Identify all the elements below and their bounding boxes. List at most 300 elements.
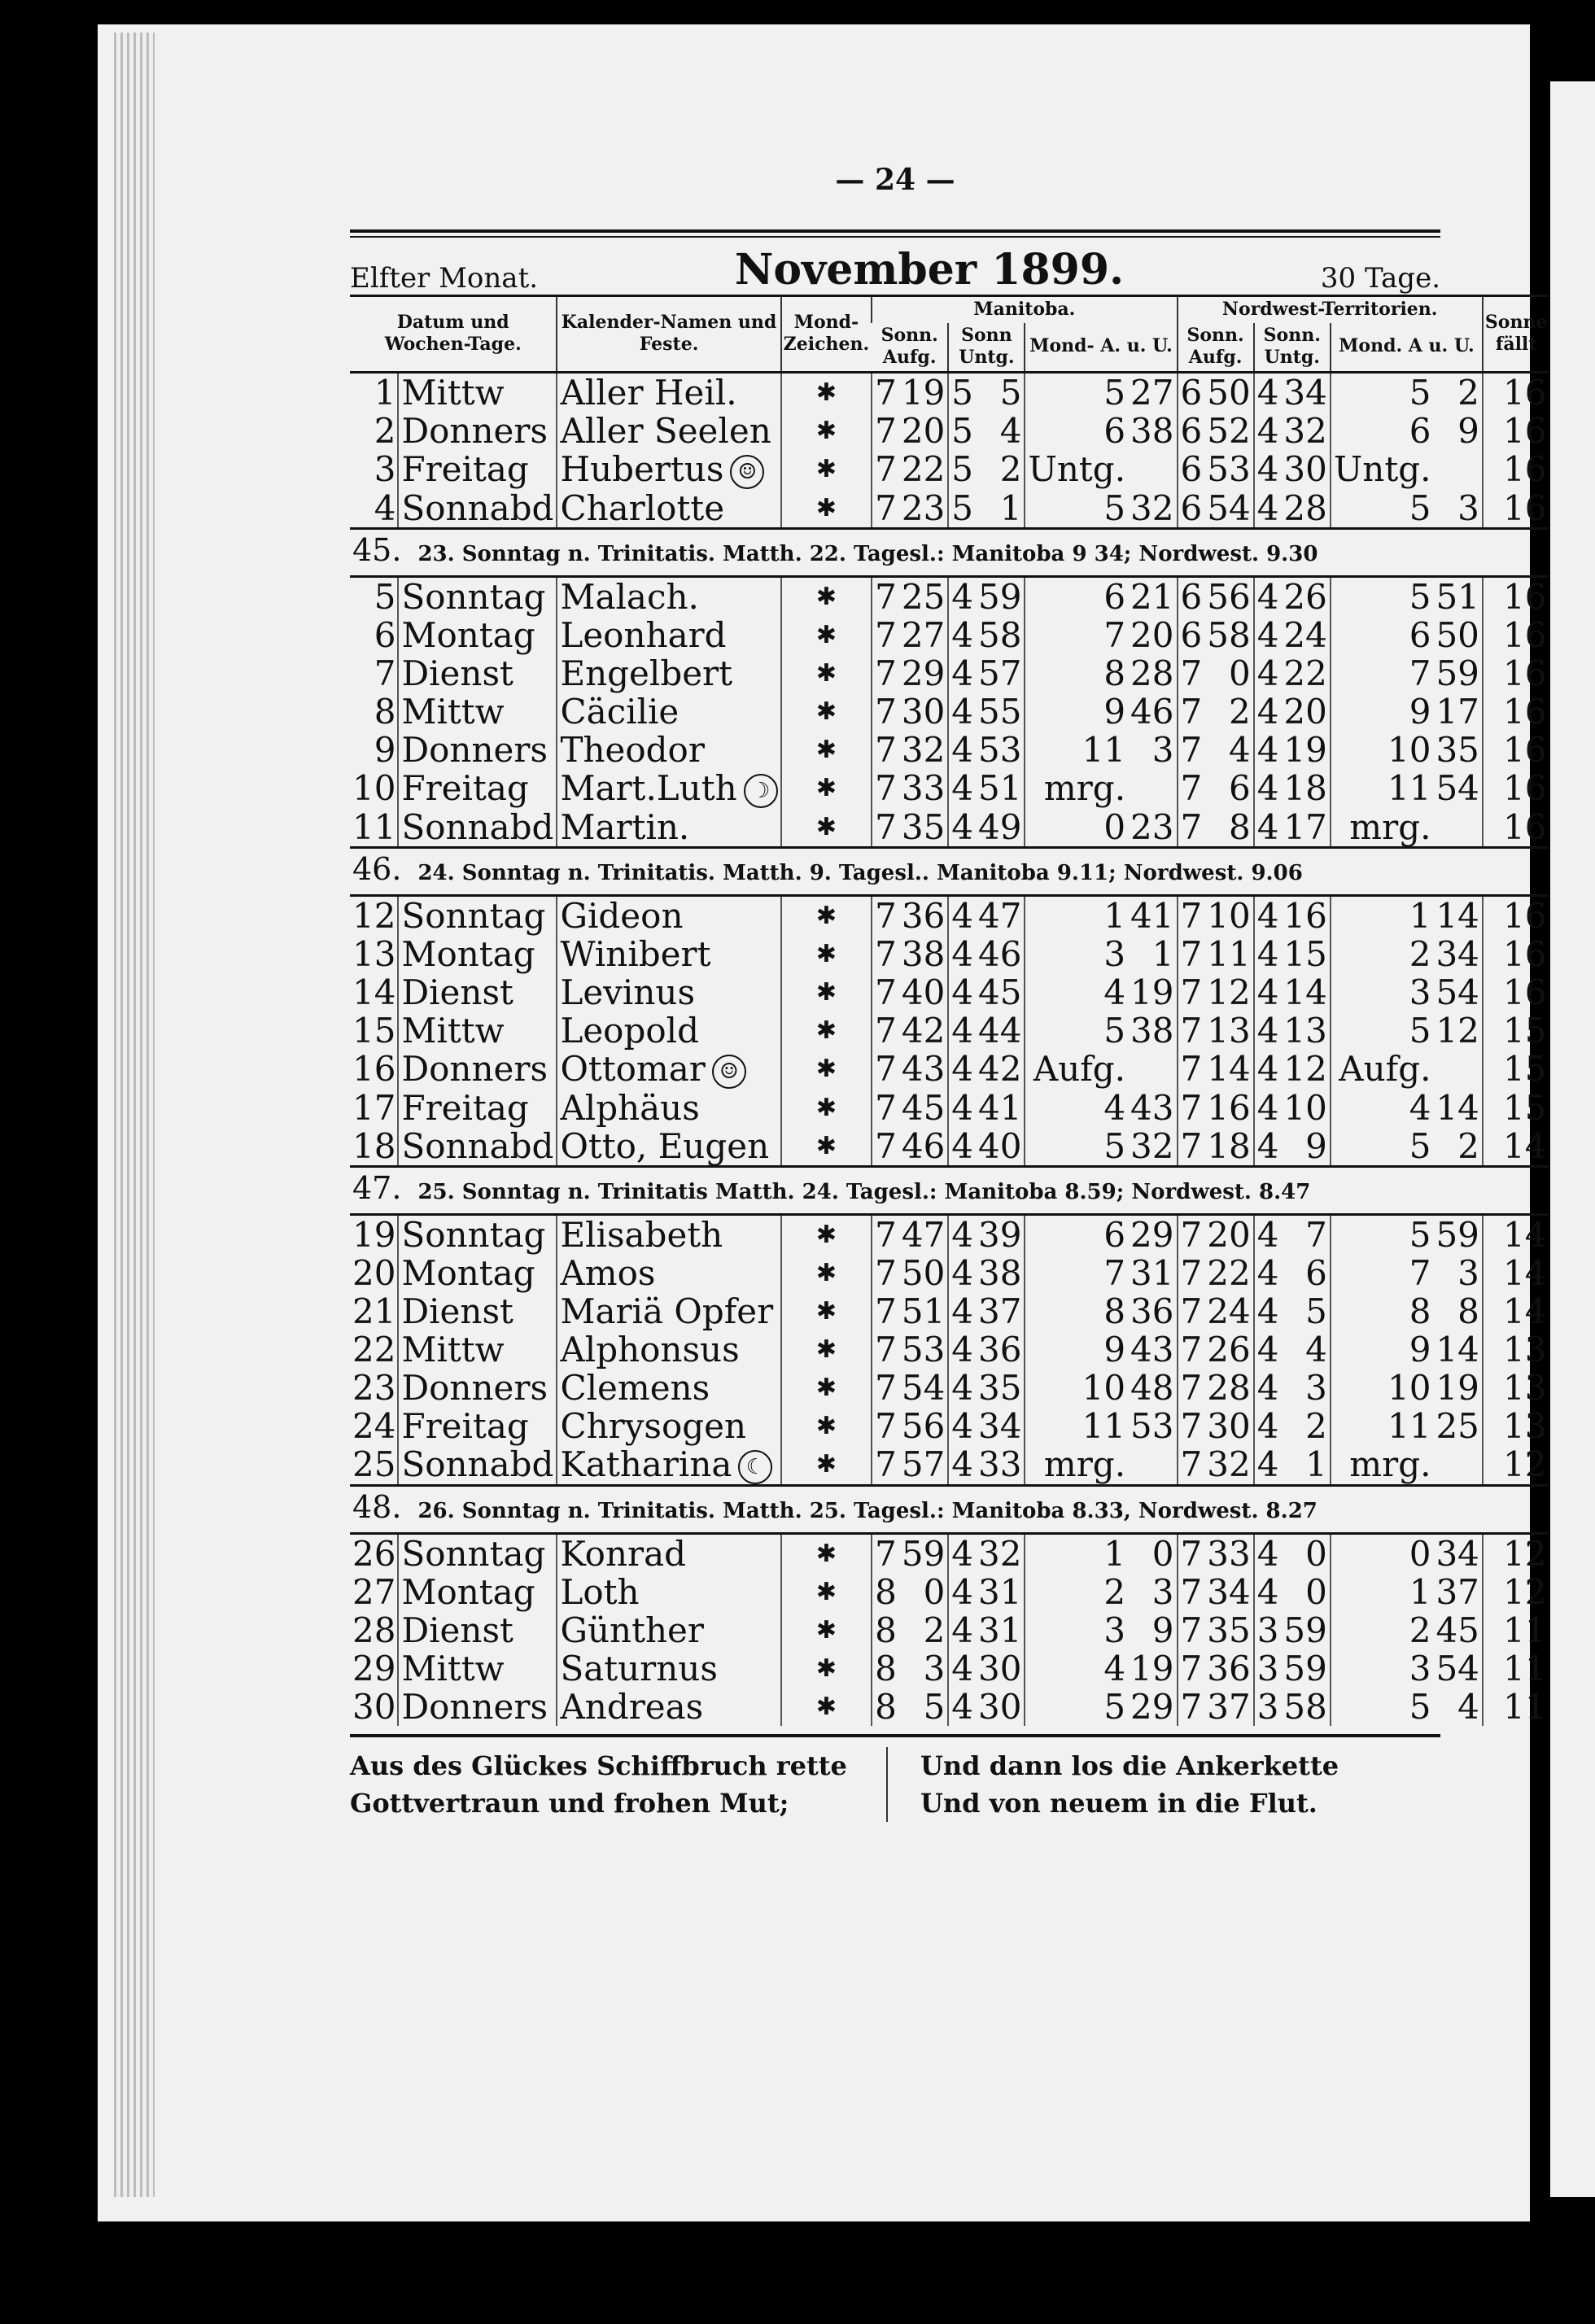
time-cell: 46 bbox=[901, 1125, 946, 1166]
feast-name bbox=[557, 1445, 780, 1486]
time-cell: 4 bbox=[1254, 616, 1282, 654]
day-number: 30 bbox=[352, 1686, 396, 1727]
day-number: 29 bbox=[352, 1648, 396, 1688]
time-cell: 22 bbox=[901, 449, 946, 489]
time-cell: 58 bbox=[1283, 1686, 1327, 1727]
calendar-content bbox=[350, 163, 1548, 1822]
time-cell: 34 bbox=[1283, 372, 1327, 413]
week-number: 46. bbox=[352, 850, 402, 887]
time-cell: 0 bbox=[1305, 1533, 1327, 1574]
time-cell: 4 bbox=[1331, 1089, 1434, 1127]
time-cell: 0 bbox=[1151, 1533, 1174, 1574]
time-cell: 13 bbox=[1483, 1407, 1549, 1445]
feast-name-text: Günther bbox=[560, 1610, 704, 1650]
time-cell: 22 bbox=[1207, 1252, 1251, 1293]
zodiac-sign-icon: ✱ bbox=[781, 895, 872, 935]
time-cell: 15 bbox=[1483, 1089, 1549, 1127]
time-cell: 50 bbox=[901, 1252, 946, 1293]
time-cell: 7 bbox=[872, 489, 899, 529]
time-cell: 14 bbox=[1483, 1127, 1549, 1167]
time-cell: 4 bbox=[1254, 1214, 1282, 1254]
time-cell: 20 bbox=[1130, 614, 1174, 655]
time-cell: 7 bbox=[872, 1445, 899, 1486]
feast-name bbox=[557, 489, 780, 529]
time-cell: 8 bbox=[872, 1688, 899, 1726]
zodiac-sign-icon: ✱ bbox=[781, 731, 872, 769]
day-row bbox=[350, 1214, 1549, 1254]
time-cell: 14 bbox=[1436, 1087, 1479, 1128]
time-cell: 56 bbox=[901, 1405, 946, 1446]
time-cell: 4 bbox=[1254, 935, 1282, 973]
time-cell: 6 bbox=[1331, 412, 1434, 450]
col-sunrise-nw: Sonn. Aufg. bbox=[1178, 323, 1254, 373]
time-cell: 5 bbox=[948, 412, 976, 450]
time-cell: 32 bbox=[1207, 1444, 1251, 1484]
time-cell: 39 bbox=[978, 1214, 1022, 1255]
time-cell: 37 bbox=[978, 1291, 1022, 1331]
page-number: — 24 — bbox=[835, 163, 955, 197]
day-number: 12 bbox=[352, 895, 396, 936]
weekday: Freitag bbox=[398, 1407, 557, 1445]
zodiac-sign-icon: ✱ bbox=[781, 576, 872, 616]
calendar-rows bbox=[350, 372, 1549, 1726]
time-cell: 7 bbox=[872, 1254, 899, 1292]
time-cell: 16 bbox=[1483, 769, 1549, 808]
time-cell: 4 bbox=[1254, 1050, 1282, 1089]
time-cell: 12 bbox=[1483, 1445, 1549, 1486]
time-cell: 4 bbox=[1254, 808, 1282, 848]
time-cell: 4 bbox=[1254, 973, 1282, 1011]
time-cell: 36 bbox=[1130, 1291, 1174, 1331]
page-edges bbox=[114, 33, 155, 2197]
time-cell: 58 bbox=[1207, 614, 1251, 655]
time-cell: 7 bbox=[872, 412, 899, 450]
time-cell: 29 bbox=[1130, 1686, 1174, 1727]
time-cell: 7 bbox=[872, 576, 899, 616]
time-cell: 8 bbox=[872, 1611, 899, 1649]
weekday: Sonnabd bbox=[398, 808, 557, 848]
time-cell: 42 bbox=[978, 1049, 1022, 1089]
time-cell bbox=[1433, 1445, 1482, 1486]
time-cell: 7 bbox=[872, 1533, 899, 1573]
time-cell: 2 bbox=[1457, 1125, 1479, 1166]
time-cell: 4 bbox=[948, 1254, 976, 1292]
week-text: 26. Sonntag n. Trinitatis. Matth. 25. Tagesl.: Manitoba 8.33, Nordwest. 8.27 bbox=[417, 1498, 1318, 1523]
week-number: 47. bbox=[352, 1169, 402, 1206]
day-row bbox=[350, 1089, 1549, 1127]
calendar-table bbox=[350, 295, 1549, 1726]
time-cell: 19 bbox=[1130, 972, 1174, 1012]
time-cell: 4 bbox=[1254, 450, 1282, 489]
feast-name-text: Loth bbox=[560, 1571, 640, 1612]
feast-name bbox=[557, 1127, 780, 1167]
feast-name-text: Amos bbox=[560, 1252, 656, 1293]
weekday: Freitag bbox=[398, 450, 557, 489]
zodiac-sign-icon: ✱ bbox=[781, 1611, 872, 1649]
day-row bbox=[350, 808, 1549, 848]
feast-name-text: Clemens bbox=[560, 1367, 710, 1408]
day-number: 17 bbox=[352, 1087, 396, 1128]
moon-phase-icon: ☾ bbox=[738, 1450, 772, 1484]
time-cell: 27 bbox=[901, 614, 946, 655]
time-cell: 41 bbox=[978, 1087, 1022, 1128]
weekday: Mittw bbox=[398, 692, 557, 731]
week-number: 48. bbox=[352, 1488, 402, 1525]
time-cell: 7 bbox=[872, 935, 899, 973]
weekday: Dienst bbox=[398, 654, 557, 692]
time-cell: 7 bbox=[1178, 1050, 1205, 1089]
day-number: 1 bbox=[374, 372, 396, 413]
zodiac-sign-icon: ✱ bbox=[781, 1127, 872, 1167]
time-cell: 3 bbox=[1151, 1571, 1174, 1612]
day-number: 3 bbox=[374, 449, 396, 489]
time-cell: 16 bbox=[1483, 489, 1549, 529]
time-cell: 54 bbox=[1436, 972, 1479, 1012]
time-cell: 14 bbox=[1436, 1329, 1479, 1370]
time-cell: 7 bbox=[872, 731, 899, 769]
zodiac-sign-icon: ✱ bbox=[781, 935, 872, 973]
weekday: Donners bbox=[398, 1369, 557, 1407]
time-cell: 28 bbox=[1130, 653, 1174, 693]
time-cell: 7 bbox=[872, 1330, 899, 1369]
time-cell: 4 bbox=[948, 1649, 976, 1688]
time-cell: 3 bbox=[1254, 1649, 1282, 1688]
feast-name bbox=[557, 973, 780, 1011]
weekday: Freitag bbox=[398, 769, 557, 808]
time-cell: 7 bbox=[1178, 731, 1205, 769]
time-cell: 16 bbox=[1483, 372, 1549, 412]
time-cell: 5 bbox=[1025, 1011, 1128, 1050]
time-cell bbox=[1128, 450, 1177, 489]
time-cell: 50 bbox=[1436, 614, 1479, 655]
time-cell: 4 bbox=[948, 692, 976, 731]
time-cell: 5 bbox=[1025, 489, 1128, 529]
time-cell: 53 bbox=[1207, 449, 1251, 489]
time-cell: 59 bbox=[901, 1533, 946, 1574]
col-sunrise: Sonn. Aufg. bbox=[881, 324, 938, 368]
time-cell: 35 bbox=[901, 806, 946, 847]
time-cell: 32 bbox=[901, 729, 946, 770]
time-cell: 30 bbox=[901, 691, 946, 732]
time-cell: 9 bbox=[1025, 692, 1128, 731]
time-cell: 5 bbox=[1025, 1688, 1128, 1726]
feast-name bbox=[557, 1214, 780, 1254]
zodiac-sign-icon: ✱ bbox=[781, 1649, 872, 1688]
day-row bbox=[350, 692, 1549, 731]
feast-name bbox=[557, 731, 780, 769]
time-cell: 5 bbox=[1025, 1127, 1128, 1167]
time-cell: 20 bbox=[901, 410, 946, 451]
time-cell: 43 bbox=[1130, 1329, 1174, 1370]
weekday: Montag bbox=[398, 935, 557, 973]
feast-name bbox=[557, 1369, 780, 1407]
week-number: 45. bbox=[352, 531, 402, 568]
time-cell: 6 bbox=[1025, 1214, 1128, 1254]
weekday: Mittw bbox=[398, 372, 557, 412]
week-text: 24. Sonntag n. Trinitatis. Matth. 9. Tagesl.. Manitoba 9.11; Nordwest. 9.06 bbox=[417, 860, 1303, 885]
feast-name bbox=[557, 1011, 780, 1050]
time-cell: 7 bbox=[1178, 1688, 1205, 1726]
weekday: Mittw bbox=[398, 1330, 557, 1369]
time-cell: 13 bbox=[1283, 1010, 1327, 1051]
time-cell: 7 bbox=[1178, 1369, 1205, 1407]
time-cell: 13 bbox=[1483, 1369, 1549, 1407]
time-cell: 59 bbox=[978, 576, 1022, 617]
time-cell: 37 bbox=[1207, 1686, 1251, 1727]
zodiac-sign-icon: ✱ bbox=[781, 1089, 872, 1127]
time-cell: 7 bbox=[1305, 1214, 1327, 1255]
time-cell: 4 bbox=[948, 576, 976, 616]
time-cell: 30 bbox=[1283, 449, 1327, 489]
feast-name-text: Elisabeth bbox=[560, 1214, 723, 1255]
time-cell: 16 bbox=[1483, 895, 1549, 935]
time-cell: 25 bbox=[901, 576, 946, 617]
col-names: Kalender-Namen und Feste. bbox=[557, 296, 780, 373]
time-cell: 4 bbox=[948, 808, 976, 848]
time-cell: 5 bbox=[1331, 1011, 1434, 1050]
time-cell: 4 bbox=[948, 1407, 976, 1445]
zodiac-sign-icon: ✱ bbox=[781, 1445, 872, 1486]
weekday: Sonntag bbox=[398, 1533, 557, 1573]
weekday: Donners bbox=[398, 412, 557, 450]
time-cell: 44 bbox=[978, 1010, 1022, 1051]
zodiac-sign-icon: ✱ bbox=[781, 654, 872, 692]
time-cell: 5 bbox=[948, 372, 976, 412]
time-cell: 5 bbox=[948, 450, 976, 489]
week-row bbox=[350, 1485, 1549, 1533]
feast-name-text: Charlotte bbox=[560, 487, 725, 528]
week-row bbox=[350, 1166, 1549, 1214]
day-row bbox=[350, 654, 1549, 692]
time-cell: 22 bbox=[1283, 653, 1327, 693]
time-cell: 5 bbox=[1331, 1214, 1434, 1254]
time-cell: 4 bbox=[948, 935, 976, 973]
time-cell: 38 bbox=[978, 1252, 1022, 1293]
time-cell: 1 bbox=[999, 487, 1022, 528]
feast-name-text: Leonhard bbox=[560, 614, 727, 655]
col-sunset-nw: Sonn. Untg. bbox=[1254, 323, 1331, 373]
zodiac-sign-icon: ✱ bbox=[781, 692, 872, 731]
moon-phase-icon: ☺ bbox=[712, 1055, 746, 1089]
feast-name bbox=[557, 450, 780, 489]
time-cell: 35 bbox=[978, 1367, 1022, 1408]
day-number: 15 bbox=[352, 1010, 396, 1051]
feast-name bbox=[557, 412, 780, 450]
time-cell: 6 bbox=[1178, 372, 1205, 412]
time-cell: 24 bbox=[1207, 1291, 1251, 1331]
time-cell: 17 bbox=[1436, 691, 1479, 732]
day-row bbox=[350, 412, 1549, 450]
col-moon-nw: Mond. A u. U. bbox=[1331, 323, 1483, 373]
time-cell: 25 bbox=[1436, 1405, 1479, 1446]
time-cell: 40 bbox=[901, 972, 946, 1012]
time-cell: 7 bbox=[1178, 1011, 1205, 1050]
zodiac-sign-icon: ✱ bbox=[781, 1369, 872, 1407]
day-number: 2 bbox=[374, 410, 396, 451]
feast-name-text: Saturnus bbox=[560, 1648, 718, 1688]
time-cell: 34 bbox=[978, 1405, 1022, 1446]
feast-name-text: Cäcilie bbox=[560, 691, 680, 732]
time-cell: 2 bbox=[923, 1610, 946, 1650]
time-cell: 5 bbox=[999, 372, 1022, 413]
day-number: 8 bbox=[374, 691, 396, 732]
day-number: 16 bbox=[352, 1049, 396, 1089]
time-cell: 5 bbox=[1331, 489, 1434, 529]
time-cell: 5 bbox=[1331, 1127, 1434, 1167]
time-cell: 8 bbox=[872, 1649, 899, 1688]
day-row bbox=[350, 1649, 1549, 1688]
zodiac-sign-icon: ✱ bbox=[781, 808, 872, 848]
day-number: 7 bbox=[374, 653, 396, 693]
time-cell: 30 bbox=[978, 1648, 1022, 1688]
zodiac-sign-icon: ✱ bbox=[781, 1214, 872, 1254]
verse-left bbox=[350, 1747, 888, 1823]
verse-right bbox=[888, 1747, 1440, 1823]
time-cell: 4 bbox=[948, 973, 976, 1011]
day-number: 27 bbox=[352, 1571, 396, 1612]
weekday: Dienst bbox=[398, 973, 557, 1011]
time-cell: 55 bbox=[978, 691, 1022, 732]
time-cell: 4 bbox=[1254, 1369, 1282, 1407]
time-cell: 0 bbox=[923, 1571, 946, 1612]
time-cell: 7 bbox=[1178, 1573, 1205, 1611]
time-cell: 7 bbox=[1025, 1254, 1128, 1292]
time-cell: 7 bbox=[1178, 895, 1205, 935]
time-cell: 1 bbox=[1025, 1533, 1128, 1573]
time-cell: 7 bbox=[1178, 1407, 1205, 1445]
time-cell: 36 bbox=[1207, 1648, 1251, 1688]
time-cell: 7 bbox=[1178, 1533, 1205, 1573]
col-date: Datum und Wochen-Tage. bbox=[384, 311, 522, 356]
day-row bbox=[350, 973, 1549, 1011]
day-number: 18 bbox=[352, 1125, 396, 1166]
time-cell: 34 bbox=[1207, 1571, 1251, 1612]
time-cell: 57 bbox=[901, 1444, 946, 1484]
feast-name bbox=[557, 1050, 780, 1089]
time-cell: 16 bbox=[1483, 450, 1549, 489]
time-cell: 38 bbox=[901, 933, 946, 974]
time-cell: 38 bbox=[1130, 1010, 1174, 1051]
day-row bbox=[350, 616, 1549, 654]
time-cell: 7 bbox=[1331, 654, 1434, 692]
time-cell: 12 bbox=[1436, 1010, 1479, 1051]
time-cell: 4 bbox=[948, 1214, 976, 1254]
time-cell: 4 bbox=[948, 1688, 976, 1726]
time-cell: 7 bbox=[1178, 1611, 1205, 1649]
time-cell: 7 bbox=[1331, 1254, 1434, 1292]
time-cell: 16 bbox=[1283, 895, 1327, 936]
time-cell: 51 bbox=[901, 1291, 946, 1331]
time-cell: 1 bbox=[1331, 895, 1434, 935]
feast-name-text: Otto, Eugen bbox=[560, 1125, 770, 1166]
time-cell: 30 bbox=[1207, 1405, 1251, 1446]
time-cell: 7 bbox=[1178, 973, 1205, 1011]
time-cell: 0 bbox=[1228, 653, 1251, 693]
week-row bbox=[350, 847, 1549, 895]
time-cell: 4 bbox=[948, 895, 976, 935]
weekday: Sonntag bbox=[398, 895, 557, 935]
feast-name bbox=[557, 1330, 780, 1369]
feast-name bbox=[557, 769, 780, 808]
day-number: 26 bbox=[352, 1533, 396, 1574]
time-cell: 8 bbox=[872, 1573, 899, 1611]
time-cell: mrg. bbox=[1025, 1445, 1128, 1486]
day-row bbox=[350, 1688, 1549, 1726]
feast-name-text: Gideon bbox=[560, 895, 684, 936]
zodiac-sign-icon: ✱ bbox=[781, 1292, 872, 1330]
time-cell: 6 bbox=[1178, 450, 1205, 489]
time-cell: 7 bbox=[872, 692, 899, 731]
time-cell: 7 bbox=[872, 450, 899, 489]
time-cell: 3 bbox=[1025, 935, 1128, 973]
time-cell: 7 bbox=[1178, 1214, 1205, 1254]
time-cell: 12 bbox=[1283, 1049, 1327, 1089]
zodiac-sign-icon: ✱ bbox=[781, 1050, 872, 1089]
time-cell: 4 bbox=[948, 1011, 976, 1050]
feast-name-text: Chrysogen bbox=[560, 1405, 747, 1446]
time-cell: 10 bbox=[1283, 1087, 1327, 1128]
time-cell: 12 bbox=[1483, 1533, 1549, 1573]
time-cell: 23 bbox=[901, 487, 946, 528]
day-number: 28 bbox=[352, 1610, 396, 1650]
day-number: 5 bbox=[374, 576, 396, 617]
time-cell: 32 bbox=[978, 1533, 1022, 1574]
time-cell: 11 bbox=[1483, 1688, 1549, 1726]
time-cell: 10 bbox=[1207, 895, 1251, 936]
time-cell: 5 bbox=[923, 1686, 946, 1727]
time-cell: 31 bbox=[1130, 1252, 1174, 1293]
time-cell: 4 bbox=[1254, 895, 1282, 935]
day-row bbox=[350, 1407, 1549, 1445]
col-manitoba: Manitoba. bbox=[872, 296, 1177, 323]
day-row bbox=[350, 1573, 1549, 1611]
time-cell: 29 bbox=[1130, 1214, 1174, 1255]
col-moon: Mond- A. u. U. bbox=[1025, 323, 1177, 373]
time-cell: Aufg. bbox=[1025, 1050, 1128, 1089]
time-cell: 4 bbox=[1254, 1533, 1282, 1573]
time-cell: 4 bbox=[1254, 1292, 1282, 1330]
time-cell: 4 bbox=[1254, 1127, 1282, 1167]
time-cell: 4 bbox=[1254, 1407, 1282, 1445]
weekday: Dienst bbox=[398, 1292, 557, 1330]
time-cell: 3 bbox=[1151, 729, 1174, 770]
time-cell: 17 bbox=[1283, 806, 1327, 847]
feast-name bbox=[557, 372, 780, 412]
time-cell: 27 bbox=[1130, 372, 1174, 413]
time-cell: 4 bbox=[948, 654, 976, 692]
time-cell: 47 bbox=[901, 1214, 946, 1255]
time-cell: 1 bbox=[1331, 1573, 1434, 1611]
weekday: Montag bbox=[398, 1573, 557, 1611]
feast-name-text: Andreas bbox=[560, 1686, 704, 1727]
time-cell: 3 bbox=[1025, 1611, 1128, 1649]
feast-name-text: Martin. bbox=[560, 806, 690, 847]
day-number: 9 bbox=[374, 729, 396, 770]
time-cell: 54 bbox=[1436, 1648, 1479, 1688]
time-cell: 16 bbox=[1483, 808, 1549, 848]
time-cell: 16 bbox=[1483, 412, 1549, 450]
time-cell: 33 bbox=[1207, 1533, 1251, 1574]
time-cell: 4 bbox=[948, 1369, 976, 1407]
feast-name bbox=[557, 1089, 780, 1127]
time-cell: 9 bbox=[1305, 1125, 1327, 1166]
time-cell: 16 bbox=[1483, 654, 1549, 692]
time-cell: 15 bbox=[1483, 1050, 1549, 1089]
time-cell: 7 bbox=[872, 769, 899, 808]
time-cell: 13 bbox=[1207, 1010, 1251, 1051]
feast-name-text: Malach. bbox=[560, 576, 699, 617]
time-cell: 43 bbox=[1130, 1087, 1174, 1128]
